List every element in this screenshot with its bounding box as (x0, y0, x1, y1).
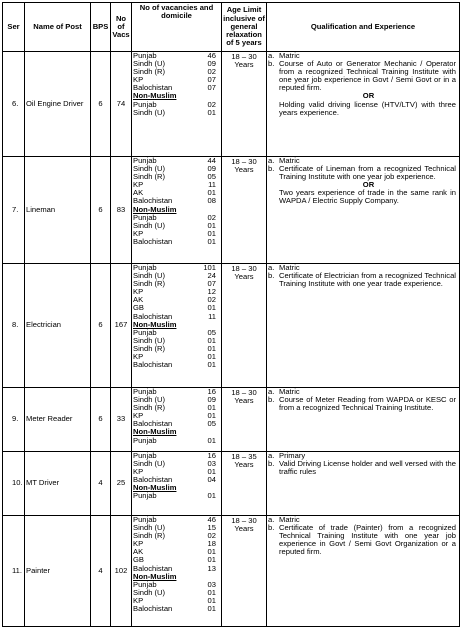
domicile-entry (133, 280, 220, 288)
domicile-count: 09 (207, 59, 216, 69)
domicile-region: GB (133, 303, 144, 313)
qualification-text: Certificate of Electrician from a recognized Technical Training Institute with one year trade experience. (279, 271, 456, 289)
qualification-text: Matric (279, 515, 300, 524)
domicile-count: 01 (207, 403, 216, 413)
cell-domicile (132, 52, 222, 157)
cell-age-limit: 18 – 30 Years (222, 264, 267, 388)
domicile-count: 24 (207, 271, 216, 281)
qualification-marker: a. (268, 387, 275, 396)
domicile-region: GB (133, 555, 144, 565)
cell-vacs: 74 (111, 52, 132, 157)
qualification-text: Matric (279, 156, 300, 165)
domicile-count: 01 (207, 435, 216, 445)
domicile-region: Sindh (R) (133, 343, 166, 353)
domicile-count: 01 (207, 491, 216, 501)
domicile-count: 46 (207, 515, 216, 524)
domicile-region: Balochistan (133, 563, 173, 573)
domicile-region: KP (133, 180, 144, 190)
domicile-entry (133, 589, 220, 597)
domicile-region: KP (133, 75, 144, 85)
table-row (3, 516, 460, 627)
qualification-text: Course of Meter Reading from WAPDA or KESC or from a recognized Technical Training Institute. (279, 395, 456, 413)
domicile-region: KP (133, 287, 144, 297)
domicile-region: KP (133, 539, 144, 549)
cell-ser: 7. (3, 157, 25, 264)
cell-age-limit: 18 – 35 Years (222, 452, 267, 516)
domicile-region: Punjab (133, 99, 157, 109)
qualification-marker: b. (268, 59, 275, 69)
table-row (3, 52, 460, 157)
cell-bps: 6 (91, 388, 111, 452)
cell-post-name: MT Driver (25, 452, 91, 516)
table-body (3, 52, 460, 627)
qualification-text: Matric (279, 263, 300, 272)
domicile-subheading: Non-Muslim (133, 427, 177, 437)
qualification-text: Certificate of trade (Painter) from a recognized Technical Training Institute with one year job experience in Govt / Semi Govt Organization or a reputed firm. (279, 523, 456, 557)
cell-domicile (132, 264, 222, 388)
domicile-count: 09 (207, 164, 216, 174)
qualification-text: Valid Driving License holder and well versed with the traffic rules (279, 459, 456, 477)
domicile-region: AK (133, 188, 144, 198)
domicile-count: 15 (207, 523, 216, 533)
qualification-or: OR (362, 180, 375, 190)
domicile-region: AK (133, 295, 144, 305)
qualification-marker: b. (268, 459, 275, 469)
domicile-entry (133, 437, 220, 445)
header-no-of-vacs: No of Vacs (111, 3, 132, 52)
header-bps: BPS (91, 3, 111, 52)
domicile-region: KP (133, 228, 144, 238)
cell-ser: 6. (3, 52, 25, 157)
header-domicile: No of vacancies and domicile (132, 3, 222, 52)
domicile-count: 01 (207, 360, 216, 370)
cell-ser: 10. (3, 452, 25, 516)
domicile-entry (133, 173, 220, 181)
qualification-item (268, 396, 458, 412)
domicile-count: 01 (207, 467, 216, 477)
domicile-entry (133, 460, 220, 468)
domicile-count: 01 (207, 220, 216, 230)
cell-qualification (267, 388, 460, 452)
domicile-count: 09 (207, 395, 216, 405)
qualification-marker: a. (268, 263, 275, 272)
cell-post-name: Painter (25, 516, 91, 627)
domicile-region: Punjab (133, 515, 157, 524)
domicile-entry (133, 68, 220, 76)
domicile-entry (133, 548, 220, 556)
qualification-marker: b. (268, 164, 275, 174)
qualification-marker: a. (268, 515, 275, 524)
domicile-region: Sindh (U) (133, 523, 166, 533)
domicile-region: Sindh (R) (133, 67, 166, 77)
domicile-region: Balochistan (133, 360, 173, 370)
cell-ser: 8. (3, 264, 25, 388)
domicile-count: 11 (208, 311, 216, 321)
cell-vacs: 33 (111, 388, 132, 452)
qualification-item (268, 524, 458, 556)
domicile-count: 01 (207, 188, 216, 198)
domicile-count: 18 (207, 539, 216, 549)
qualification-marker: b. (268, 395, 275, 405)
domicile-subheading: Non-Muslim (133, 319, 177, 329)
cell-bps: 6 (91, 157, 111, 264)
domicile-region: Balochistan (133, 604, 173, 614)
domicile-count: 01 (207, 547, 216, 557)
cell-vacs: 167 (111, 264, 132, 388)
domicile-count: 01 (207, 555, 216, 565)
header-name-of-post: Name of Post (25, 3, 91, 52)
table-row (3, 157, 460, 264)
domicile-entry (133, 605, 220, 613)
domicile-subheading: Non-Muslim (133, 483, 177, 493)
cell-age-limit: 18 – 30 Years (222, 157, 267, 264)
domicile-region: Punjab (133, 51, 157, 60)
domicile-count: 02 (207, 67, 216, 77)
cell-bps: 4 (91, 516, 111, 627)
domicile-entry (133, 296, 220, 304)
cell-ser: 9. (3, 388, 25, 452)
domicile-region: Sindh (U) (133, 395, 166, 405)
domicile-region: KP (133, 411, 144, 421)
header-ser: Ser (3, 3, 25, 52)
domicile-region: Punjab (133, 327, 157, 337)
cell-domicile (132, 157, 222, 264)
domicile-count: 16 (207, 387, 216, 396)
table-row (3, 264, 460, 388)
domicile-region: Sindh (U) (133, 164, 166, 174)
cell-bps: 6 (91, 52, 111, 157)
cell-post-name: Oil Engine Driver (25, 52, 91, 157)
domicile-entry (133, 540, 220, 548)
domicile-entry (133, 222, 220, 230)
qualification-marker: a. (268, 51, 275, 60)
qualification-marker: a. (268, 156, 275, 165)
qualification-item (268, 60, 458, 92)
domicile-count: 07 (207, 83, 216, 93)
cell-bps: 6 (91, 264, 111, 388)
domicile-entry (133, 361, 220, 369)
qualification-text: Primary (279, 451, 306, 460)
domicile-count: 03 (207, 579, 216, 589)
domicile-region: Sindh (R) (133, 279, 166, 289)
domicile-count: 46 (207, 51, 216, 60)
qualification-or: OR (362, 91, 375, 101)
domicile-count: 01 (207, 107, 216, 117)
domicile-entry (133, 109, 220, 117)
cell-bps: 4 (91, 452, 111, 516)
domicile-region: KP (133, 467, 144, 477)
qualification-item (268, 460, 458, 476)
domicile-count: 07 (207, 75, 216, 85)
domicile-count: 01 (207, 335, 216, 345)
domicile-region: Sindh (U) (133, 107, 166, 117)
domicile-count: 02 (207, 99, 216, 109)
domicile-region: Sindh (U) (133, 271, 166, 281)
cell-age-limit: 18 – 30 Years (222, 388, 267, 452)
domicile-subheading: Non-Muslim (133, 204, 177, 214)
cell-post-name: Meter Reader (25, 388, 91, 452)
cell-domicile (132, 452, 222, 516)
domicile-region: Sindh (U) (133, 59, 166, 69)
domicile-region: Punjab (133, 156, 157, 165)
domicile-region: KP (133, 595, 144, 605)
domicile-region: Sindh (U) (133, 587, 166, 597)
domicile-region: Balochistan (133, 236, 173, 246)
cell-age-limit: 18 – 30 Years (222, 516, 267, 627)
qualification-marker: b. (268, 271, 275, 281)
cell-qualification (267, 516, 460, 627)
domicile-region: Sindh (U) (133, 335, 166, 345)
domicile-count: 101 (203, 263, 216, 272)
cell-vacs: 83 (111, 157, 132, 264)
domicile-count: 01 (207, 343, 216, 353)
domicile-region: Punjab (133, 263, 157, 272)
domicile-region: AK (133, 547, 144, 557)
domicile-count: 01 (207, 604, 216, 614)
header-qualification: Qualification and Experience (267, 3, 460, 52)
domicile-entry (133, 345, 220, 353)
cell-domicile (132, 516, 222, 627)
domicile-region: Balochistan (133, 419, 173, 429)
domicile-count: 01 (207, 587, 216, 597)
domicile-region: Punjab (133, 387, 157, 396)
table-row (3, 388, 460, 452)
qualification-text: Course of Auto or Generator Mechanic / Operator from a recognized Technical Training Institute with one year job experience in Govt / Semi Govt or in a reputed firm. (279, 59, 456, 93)
cell-vacs: 25 (111, 452, 132, 516)
domicile-count: 05 (207, 419, 216, 429)
cell-post-name: Lineman (25, 157, 91, 264)
domicile-count: 02 (207, 295, 216, 305)
domicile-region: Punjab (133, 451, 157, 460)
domicile-region: Punjab (133, 435, 157, 445)
qualification-marker: a. (268, 451, 275, 460)
domicile-entry (133, 288, 220, 296)
domicile-region: KP (133, 352, 144, 362)
domicile-region: Punjab (133, 579, 157, 589)
domicile-entry (133, 532, 220, 540)
cell-post-name: Electrician (25, 264, 91, 388)
domicile-region: Balochistan (133, 196, 173, 206)
qualification-item (268, 165, 458, 181)
qualification-text: Matric (279, 387, 300, 396)
domicile-region: Sindh (R) (133, 531, 166, 541)
domicile-count: 01 (207, 228, 216, 238)
domicile-region: Balochistan (133, 83, 173, 93)
qualification-item (268, 272, 458, 288)
cell-qualification (267, 157, 460, 264)
domicile-entry (133, 238, 220, 246)
domicile-count: 01 (207, 236, 216, 246)
table-header-row (3, 3, 460, 52)
domicile-region: Balochistan (133, 311, 173, 321)
domicile-count: 16 (207, 451, 216, 460)
domicile-subheading: Non-Muslim (133, 91, 177, 101)
domicile-entry (133, 404, 220, 412)
domicile-count: 05 (207, 172, 216, 182)
domicile-count: 07 (207, 279, 216, 289)
domicile-count: 02 (207, 212, 216, 222)
table-row (3, 452, 460, 516)
domicile-entry (133, 181, 220, 189)
qualification-alternative: Two years experience of trade in the same rank in WAPDA / Electric Supply Company. (279, 188, 456, 206)
domicile-count: 04 (207, 475, 216, 485)
qualification-text: Certificate of Lineman from a recognized Technical Training Institute with one year job experience. (279, 164, 456, 182)
domicile-count: 08 (207, 196, 216, 206)
domicile-count: 44 (207, 156, 216, 165)
domicile-count: 01 (207, 352, 216, 362)
domicile-count: 05 (207, 327, 216, 337)
domicile-region: Balochistan (133, 475, 173, 485)
domicile-region: Punjab (133, 212, 157, 222)
domicile-subheading: Non-Muslim (133, 571, 177, 581)
domicile-count: 13 (207, 563, 216, 573)
domicile-count: 12 (207, 287, 216, 297)
domicile-region: Sindh (R) (133, 403, 166, 413)
qualification-text: Matric (279, 51, 300, 60)
cell-ser: 11. (3, 516, 25, 627)
domicile-count: 03 (207, 459, 216, 469)
domicile-entry (133, 492, 220, 500)
cell-qualification (267, 52, 460, 157)
cell-qualification (267, 264, 460, 388)
header-age-limit: Age Limit inclusive of general relaxation of 5 years (222, 3, 267, 52)
vacancy-table (2, 2, 460, 627)
cell-age-limit: 18 – 30 Years (222, 52, 267, 157)
domicile-region: Sindh (U) (133, 459, 166, 469)
domicile-count: 01 (207, 595, 216, 605)
domicile-region: Punjab (133, 491, 157, 501)
cell-domicile (132, 388, 222, 452)
domicile-region: Sindh (U) (133, 220, 166, 230)
cell-vacs: 102 (111, 516, 132, 627)
domicile-count: 02 (207, 531, 216, 541)
domicile-count: 11 (208, 180, 216, 190)
domicile-count: 01 (207, 411, 216, 421)
cell-qualification (267, 452, 460, 516)
qualification-marker: b. (268, 523, 275, 533)
domicile-region: Sindh (R) (133, 172, 166, 182)
domicile-count: 01 (207, 303, 216, 313)
qualification-alternative: Holding valid driving license (HTV/LTV) with three years experience. (279, 99, 456, 117)
